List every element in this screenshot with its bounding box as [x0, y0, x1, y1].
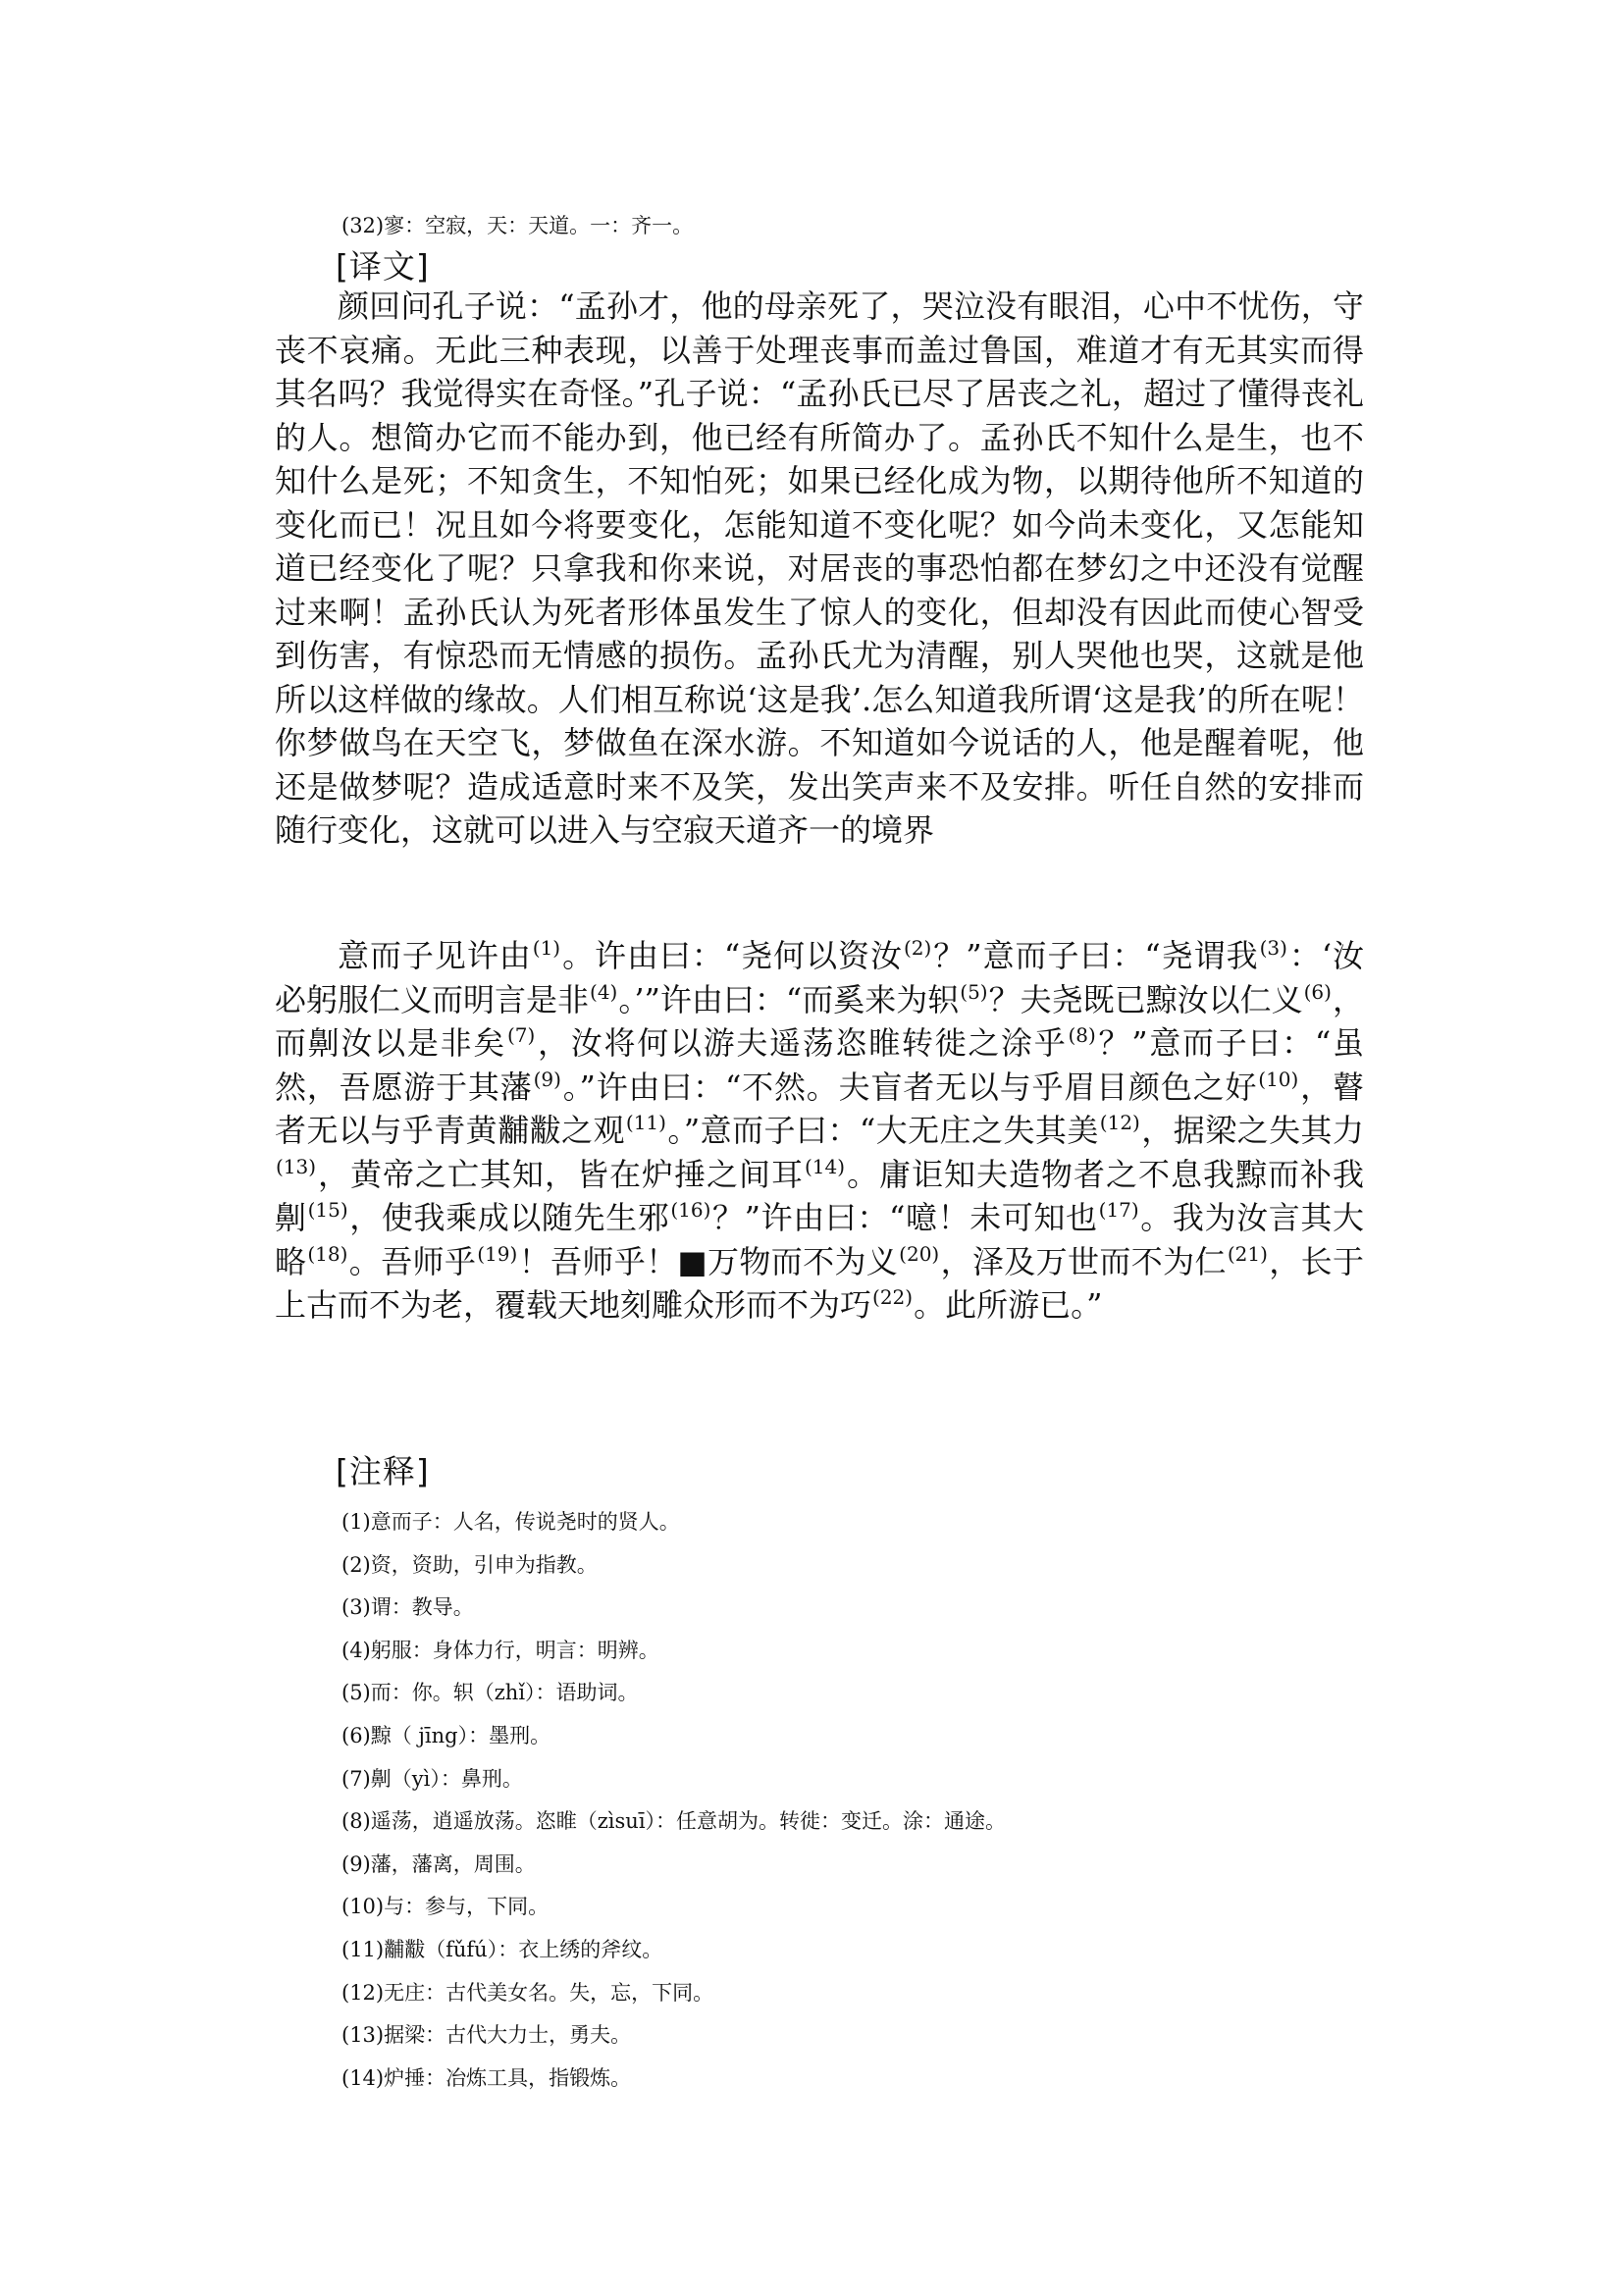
original-text-segment: ，汝将何以游夫遥荡恣睢转徙之涂乎 — [536, 1024, 1068, 1062]
original-text-segment: 。’”许由曰：“而奚来为轵 — [618, 980, 960, 1018]
original-text-segment: ，长于上古而不为老，覆载天地刻雕众形而不为巧 — [275, 1242, 1364, 1324]
footnote-marker: (21) — [1227, 1241, 1268, 1266]
footnote-marker: (5) — [960, 979, 988, 1004]
original-text-segment: 。”意而子曰：“大无庄之失其美 — [666, 1112, 1099, 1149]
footnote-marker: (4) — [590, 979, 618, 1004]
note-item: (13)据梁：古代大力士，勇夫。 — [341, 2023, 632, 2048]
original-text-paragraph — [275, 934, 1364, 1328]
footnote-marker: (18) — [307, 1241, 348, 1266]
note-item: (8)遥荡，逍遥放荡。恣睢（zìsuī）：任意胡为。转徙：变迁。涂：通途。 — [341, 1809, 1007, 1834]
original-text-segment: ，瞽者无以与乎青黄黼黻之观 — [275, 1068, 1364, 1149]
note-item: (5)而：你。轵（zhǐ）：语助词。 — [341, 1681, 639, 1705]
translation-paragraph: 颜回问孔子说：“孟孙才，他的母亲死了，哭泣没有眼泪，心中不忧伤，守丧不哀痛。无此三种表现，以善于处理丧事而盖过鲁国，难道才有无其实而得其名吗？我觉得实在奇怪。”孔子说：“孟孙氏已尽了居丧之礼，超过了懂得丧礼的人。想简办它而不能办到，他已经有所简办了。孟孙氏不知什么是生，也不知什么是死；不知贪生，不知怕死；如果已经化成为物，以期待他所不知道的变化而已！况且如今将要变化，怎能知道不变化呢？如今尚未变化，又怎能知道已经变化了呢？只拿我和你来说，对居丧的事恐怕都在梦幻之中还没有觉醒过来啊！孟孙氏认为死者形体虽发生了惊人的变化，但却没有因此而使心智受到伤害，有惊恐而无情感的损伤。孟孙氏尤为清醒，别人哭他也哭，这就是他所以这样做的缘故。人们相互称说‘这是我’.怎么知道我所谓‘这是我’的所在呢！你梦做鸟在天空飞，梦做鱼在深水游。不知道如今说话的人，他是醒着呢，他还是做梦呢？造成适意时来不及笑，发出笑声来不及安排。听任自然的安排而随行变化，这就可以进入与空寂天道齐一的境界 — [275, 287, 1364, 849]
original-text-segment: 。许由曰：“尧何以资汝 — [561, 937, 903, 974]
footnote-marker: (16) — [670, 1198, 711, 1222]
original-text-segment: 意而子见许由 — [338, 937, 532, 974]
footnote-marker: (13) — [276, 1154, 317, 1178]
note-item: (9)藩，藩离，周围。 — [341, 1851, 536, 1876]
original-text-segment: ？”意而子曰：“尧谓我 — [932, 937, 1259, 974]
note-item: (7)劓（yì）：鼻刑。 — [341, 1766, 523, 1791]
original-text-segment: ：‘汝必躬服仁义而明言是非 — [275, 937, 1364, 1018]
note-item: (10)与：参与，下同。 — [341, 1895, 550, 1919]
footnote-marker: (2) — [903, 936, 932, 960]
footnote-marker: (22) — [872, 1285, 914, 1309]
footnote-32: (32)寥：空寂，天：天道。一：齐一。 — [341, 214, 694, 237]
original-text-segment: 。此所游已。” — [914, 1286, 1103, 1324]
footnote-marker: (6) — [1303, 979, 1332, 1004]
footnote-marker: (14) — [805, 1154, 846, 1178]
footnote-marker: (3) — [1259, 936, 1287, 960]
original-text-segment: 。”许由曰：“不然。夫盲者无以与乎眉目颜色之好 — [561, 1068, 1258, 1106]
original-text-segment: ，黄帝之亡其知，皆在炉捶之间耳 — [317, 1155, 804, 1193]
footnote-marker: (9) — [533, 1067, 561, 1091]
original-text-segment: ，据梁之失其力 — [1140, 1112, 1364, 1149]
note-item: (14)炉捶：冶炼工具，指锻炼。 — [341, 2065, 632, 2090]
translation-heading: [译文] — [336, 247, 430, 286]
note-item: (11)黼黻（fǔfú）：衣上绣的斧纹。 — [341, 1937, 663, 1961]
original-text-segment: 。吾师乎 — [348, 1242, 477, 1280]
original-text-segment: ，使我乘成以随先生邪 — [348, 1199, 670, 1236]
note-item: (12)无庄：古代美女名。失，忘，下同。 — [341, 1980, 714, 2005]
note-item: (4)躬服：身体力行，明言：明辨。 — [341, 1638, 659, 1662]
original-text-segment: ？”许由曰：“噫！未可知也 — [711, 1199, 1098, 1236]
footnote-marker: (12) — [1099, 1111, 1140, 1134]
footnote-marker: (8) — [1068, 1023, 1096, 1047]
original-text-segment: ，泽及万世而不为仁 — [940, 1242, 1227, 1280]
notes-heading: [注释] — [336, 1452, 430, 1490]
footnote-marker: (15) — [307, 1198, 348, 1222]
notes-list — [341, 1501, 1006, 2100]
original-text-segment: ，而劓汝以是非矣 — [275, 980, 1364, 1062]
note-item: (2)资，资助，引申为指教。 — [341, 1552, 598, 1577]
footnote-marker: (19) — [477, 1241, 518, 1266]
original-text-segment: ？夫尧既已黥汝以仁义 — [988, 980, 1303, 1018]
footnote-marker: (11) — [625, 1111, 666, 1134]
original-text-segment: ！吾师乎！■万物而不为义 — [518, 1242, 899, 1280]
note-item: (1)意而子：人名，传说尧时的贤人。 — [341, 1510, 680, 1534]
note-item: (6)黥（ jīng）：墨刑。 — [341, 1723, 551, 1747]
original-text-segment: ？”意而子曰：“虽然，吾愿游于其藩 — [275, 1024, 1364, 1106]
footnote-marker: (10) — [1258, 1067, 1299, 1091]
note-item: (3)谓：教导。 — [341, 1595, 474, 1620]
footnote-marker: (7) — [507, 1023, 536, 1047]
footnote-marker: (20) — [899, 1241, 940, 1266]
original-text-segment: 。我为汝言其大略 — [275, 1199, 1364, 1280]
footnote-marker: (1) — [532, 936, 561, 960]
footnote-marker: (17) — [1098, 1198, 1139, 1222]
original-text-segment: 。庸讵知夫造物者之不息我黥而补我劓 — [275, 1155, 1364, 1236]
